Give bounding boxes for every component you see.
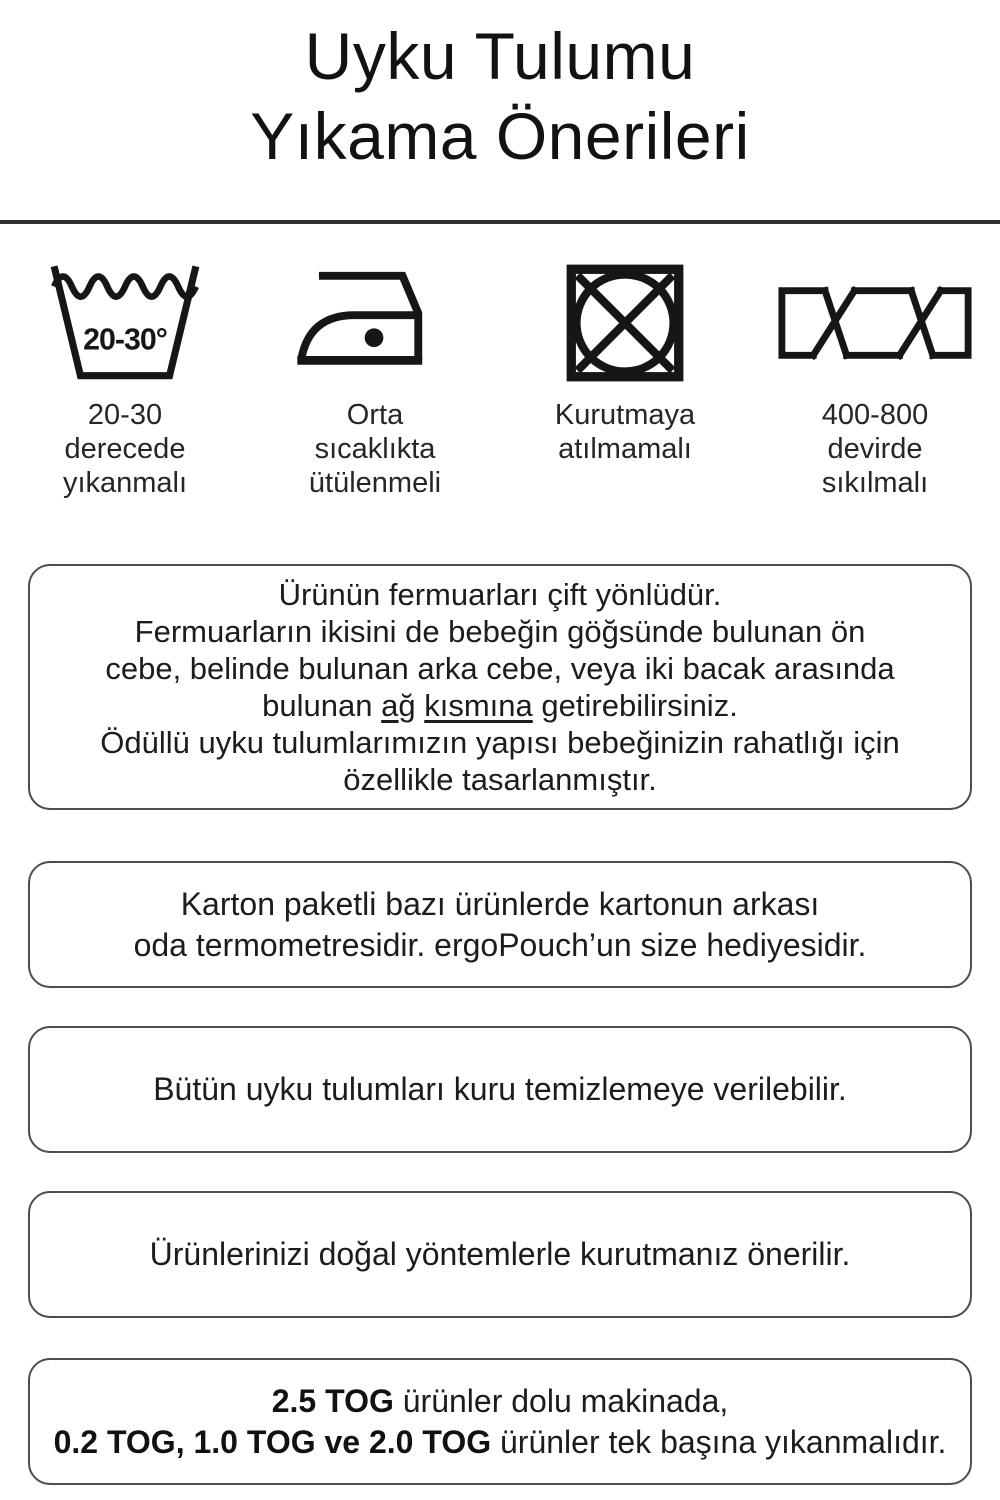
page-title-line1: Uyku Tulumu [304,19,696,93]
thermometer-line2: oda termometresidir. ergoPouch’un size hediyesidir. [133,926,867,963]
page-title [0,0,1000,176]
natural-drying-line1: Ürünlerinizi doğal yöntemlerle kurutmanız önerilir. [149,1236,851,1272]
zipper-line1: Ürünün fermuarları çift yönlüdür. [278,577,722,612]
iron-icon [291,254,459,392]
zipper-line2: Fermuarların ikisini de bebeğin göğsünde bulunan ön [134,614,866,649]
do-not-tumble-dry-icon [563,254,687,392]
zipper-line6: özellikle tasarlanmıştır. [343,762,657,797]
tog-line2: 0.2 TOG, 1.0 TOG ve 2.0 TOG ürünler tek başına yıkanmalıdır. [53,1423,947,1460]
wash-label: 20-30 derecede yıkanmalı [62,399,188,499]
care-item-wash [0,254,250,500]
wring-icon [776,254,974,392]
wash-tub-icon [44,254,206,392]
info-box-thermometer [28,861,972,988]
care-item-wring [750,254,1000,500]
zipper-line3: cebe, belinde bulunan arka cebe, veya iki bacak arasında [105,651,895,686]
dry-cleaning-line1: Bütün uyku tulumları kuru temizlemeye verilebilir. [153,1071,847,1107]
page-title-line2: Yıkama Önerileri [250,99,750,173]
wring-label: 400-800 devirde sıkılmalı [821,399,929,499]
iron-label: Orta sıcaklıkta ütülenmeli [308,399,442,499]
zipper-line4: bulunan ağ kısmına getirebilirsiniz. [262,688,738,723]
info-box-natural-drying [28,1191,972,1318]
no-tumble-dry-label: Kurutmaya atılmamalı [554,399,696,465]
zipper-line5: Ödüllü uyku tulumlarımızın yapısı bebeğinizin rahatlığı için [100,725,900,760]
wash-temperature-text: 20-30° [83,323,167,357]
care-symbols-row [0,254,1000,500]
horizontal-divider [0,220,1000,224]
tog-line1: 2.5 TOG ürünler dolu makinada, [271,1382,729,1419]
care-item-no-tumble-dry [500,254,750,500]
thermometer-line1: Karton paketli bazı ürünlerde kartonun arkası [180,885,820,922]
info-box-tog-washing [28,1358,972,1485]
info-box-zippers [28,564,972,810]
info-box-dry-cleaning [28,1026,972,1153]
care-item-iron [250,254,500,500]
